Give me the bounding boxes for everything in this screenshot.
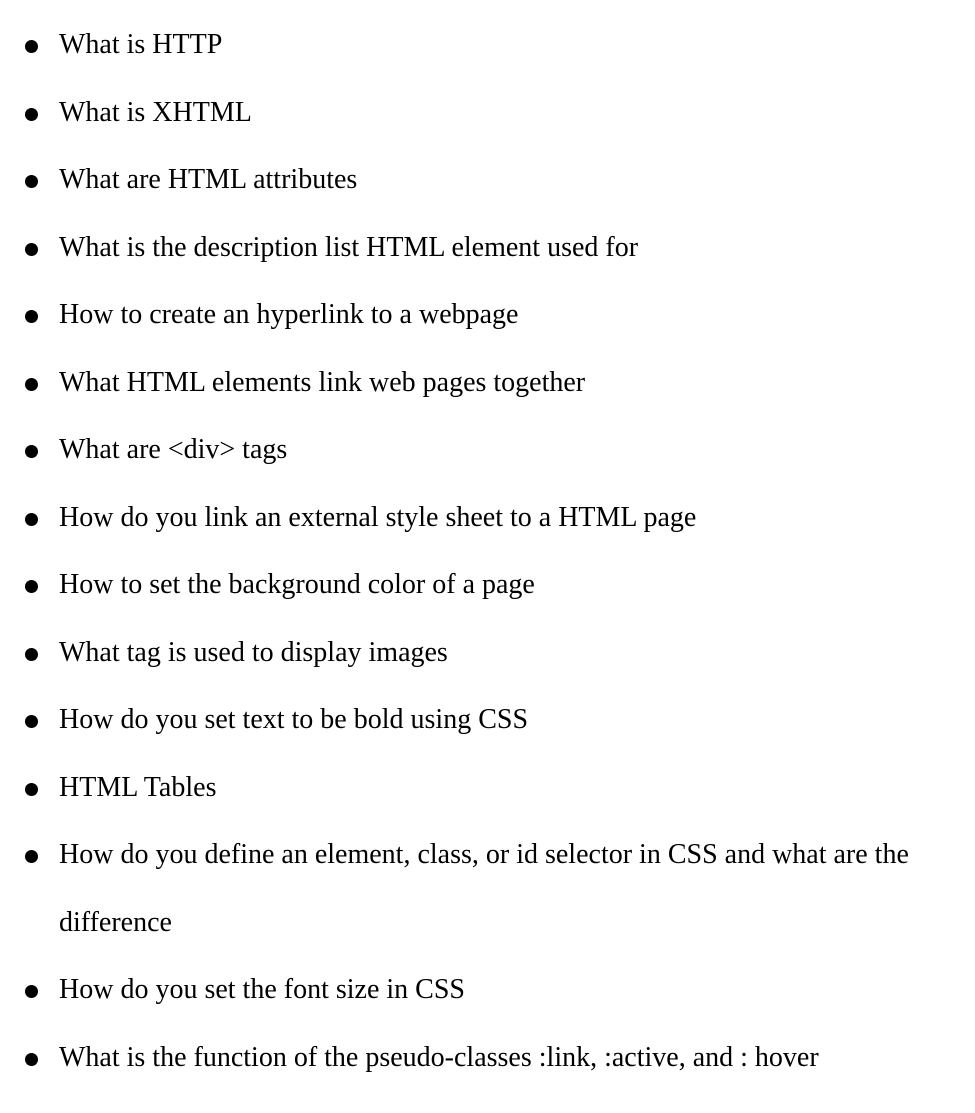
list-item-text: What is HTTP <box>59 29 223 60</box>
list-item <box>0 501 975 535</box>
list-item-text: How do you set the font size in CSS <box>59 974 465 1005</box>
list-item-text: How do you set text to be bold using CSS <box>59 704 529 735</box>
list-item-text: What tag is used to display images <box>59 636 448 668</box>
topic-list <box>0 28 975 1108</box>
list-item <box>0 973 975 1007</box>
list-item <box>0 636 975 670</box>
bullet-icon <box>25 580 38 593</box>
bullet-icon <box>25 985 38 998</box>
list-item-text: What are HTML attributes <box>59 164 358 195</box>
list-item-text: HTML Tables <box>59 771 217 803</box>
bullet-icon <box>25 850 38 863</box>
bullet-icon <box>25 40 38 53</box>
list-item-text: How do you define an element, class, or id selector in CSS and what are the difference <box>59 839 909 938</box>
list-item-text: What HTML elements link web pages together <box>59 366 586 398</box>
bullet-icon <box>25 715 38 728</box>
list-item-text: What is XHTML <box>59 96 252 128</box>
bullet-icon <box>25 175 38 188</box>
list-item <box>0 568 975 602</box>
list-item <box>0 28 975 62</box>
bullet-icon <box>25 108 38 121</box>
list-item-text: What is the function of the pseudo-classes :link, :active, and : hover <box>59 1041 819 1073</box>
bullet-icon <box>25 783 38 796</box>
list-item <box>0 771 975 805</box>
bullet-icon <box>25 243 38 256</box>
bullet-icon <box>25 378 38 391</box>
bullet-icon <box>25 648 38 661</box>
list-item-text: What is the description list HTML element used for <box>59 231 639 263</box>
bullet-icon <box>25 513 38 526</box>
bullet-icon <box>25 1053 38 1066</box>
list-item <box>0 703 975 737</box>
list-item <box>0 366 975 400</box>
list-item-text: What are <div> tags <box>59 434 288 465</box>
list-item-text: How do you link an external style sheet to a HTML page <box>59 501 697 533</box>
list-item <box>0 96 975 130</box>
bullet-icon <box>25 445 38 458</box>
list-item <box>0 433 975 467</box>
list-item <box>0 1041 975 1075</box>
list-item-text: How to set the background color of a page <box>59 569 535 600</box>
list-item-text: How to create an hyperlink to a webpage <box>59 299 519 330</box>
list-item <box>0 821 975 956</box>
list-item <box>0 231 975 265</box>
bullet-icon <box>25 310 38 323</box>
list-item <box>0 163 975 197</box>
list-item <box>0 298 975 332</box>
